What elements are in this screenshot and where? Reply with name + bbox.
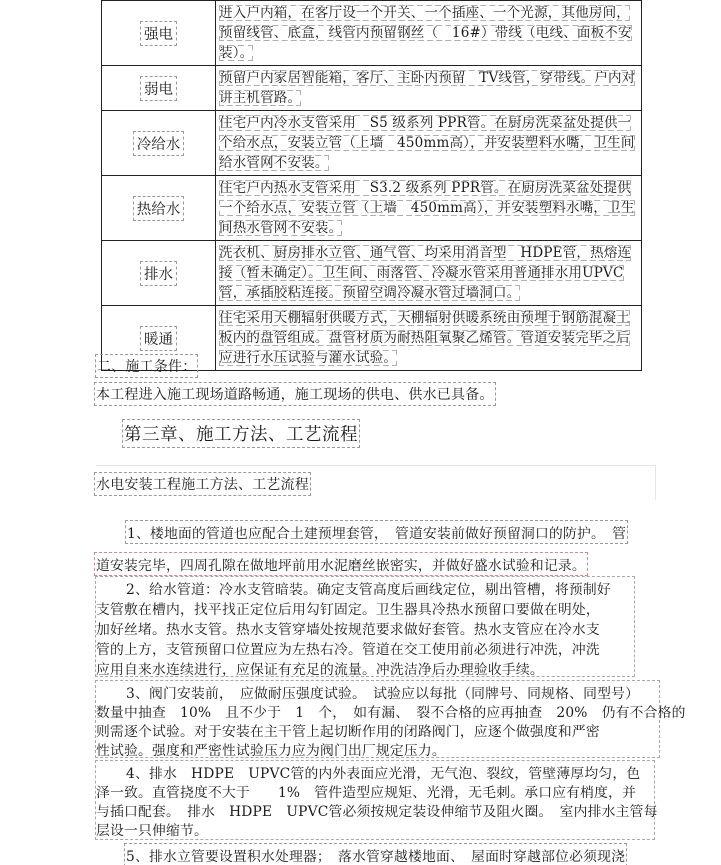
row-label: 暖通 bbox=[141, 327, 176, 350]
row-label-cell bbox=[102, 66, 216, 111]
row-content-cell bbox=[216, 111, 642, 176]
row-label-cell bbox=[102, 241, 216, 306]
table-row bbox=[102, 66, 642, 111]
chapter-subheading: 水电安装工程施工方法、工艺流程 bbox=[96, 474, 309, 494]
row-label-cell bbox=[102, 176, 216, 241]
section-body-conditions: 本工程进入施工现场道路畅通，施工现场的供电、供水已具备。 bbox=[96, 384, 494, 404]
table-row bbox=[102, 111, 642, 176]
row-content: 洗衣机、厨房排水立管、通气管、均采用消音型 HDPE管，热熔连接（暂未确定）。卫生间、雨落管、冷凝水管采用普通排水用UPVC管，承插胶粘连接。预留空调冷凝水管过墙洞口。 bbox=[219, 245, 632, 301]
row-content: 预留户内家居智能箱，客厅、主卧内预留 TV线管，穿带线。户内对讲主机管路。 bbox=[219, 70, 636, 106]
row-content-cell bbox=[216, 1, 642, 66]
row-label-cell bbox=[102, 1, 216, 66]
installation-spec-table bbox=[101, 0, 642, 371]
table-row bbox=[102, 176, 642, 241]
item-3-line: 数量中抽查 10% 且不少于 1 个， 如有漏、 裂不合格的应再抽查 20% 仍有不合格的 bbox=[96, 705, 686, 721]
section-heading-conditions: 二、施工条件： bbox=[97, 356, 196, 376]
item-2-line: 应用自来水连续进行，应保证有充足的流量。冲洗洁净后办理验收手续。 bbox=[96, 662, 544, 678]
item-1-line-2: 道安装完毕，四周孔隙在做地坪前用水泥磨丝嵌密实，并做好盛水试验和记录。 bbox=[96, 554, 586, 574]
row-content: 住宅户内热水支管采用 S3.2 级系列 PPR管。在厨房洗菜盆处提供一个给水点，安装立管（上墙 450mm高），并安装塑料水嘴，卫生间热水管网不安装。 bbox=[219, 180, 635, 236]
row-content: 进入户内箱，在客厅设一个开关、一个插座、一个光源，其他房间，预留线管、底盒，线管内预留钢丝（ 16#）带线（电线、面板不安装）。 bbox=[219, 5, 632, 61]
item-3-line: 3、阀门安装前， 应做耐压强度试验。 试验应以每批（同牌号、同规格、同型号） bbox=[126, 686, 640, 702]
item-1-line-1: 1、楼地面的管道也应配合土建预埋套管， 管道安装前做好预留洞口的防护。 管 bbox=[127, 522, 626, 542]
item-4-line: 泽一致。直管挠度不大于 1% 管件造型应规矩、光滑，无毛刺。承口应有梢度，并 bbox=[96, 785, 637, 801]
row-content-cell bbox=[216, 176, 642, 241]
item-5-line-1: 5、排水立管要设置积水处理器； 落水管穿越楼地面、 屋面时穿越部位必须现浇 bbox=[126, 845, 625, 865]
item-2-line: 加好丝堵。热水支管。热水支管穿墙处按规范要求做好套管。热水支管应在冷水支 bbox=[96, 622, 600, 638]
item-4-line: 层设一只伸缩节。 bbox=[96, 823, 208, 839]
row-label-cell bbox=[102, 111, 216, 176]
table-row bbox=[102, 241, 642, 306]
row-label: 热给水 bbox=[134, 197, 184, 220]
row-label: 排水 bbox=[141, 262, 176, 285]
chapter-heading: 第三章、施工方法、工艺流程 bbox=[124, 421, 358, 446]
row-content: 住宅户内冷水支管采用 S5 级系列 PPR管。在厨房洗菜盆处提供一个给水点，安装立管（上墙 450mm高），并安装塑料水嘴，卫生间给水管网不安装。 bbox=[219, 115, 635, 171]
item-2-line: 2、给水管道：冷水支管暗装。确定支管高度后画线定位，剔出管槽，将预制好 bbox=[126, 582, 611, 598]
item-4-line: 与插口配套。 排水 HDPE UPVC管必须按规定装设伸缩节及阻火圈。 室内排水主管每 bbox=[96, 804, 658, 820]
item-2-line: 管的上方，支管预留口位置应为左热右冷。管道在交工使用前必须进行冲洗，冲洗 bbox=[96, 642, 600, 658]
item-3-line: 性试验。强度和严密性试验压力应为阀门出厂规定压力。 bbox=[96, 743, 446, 759]
row-content-cell bbox=[216, 306, 642, 371]
row-content-cell bbox=[216, 66, 642, 111]
row-content-cell bbox=[216, 241, 642, 306]
item-3-line: 则需逐个试验。对于安装在主干管上起切断作用的闭路阀门，应逐个做强度和严密 bbox=[96, 724, 600, 740]
row-content: 住宅采用天棚辐射供暖方式，天棚辐射供暖系统由预埋于钢筋混凝土板内的盘管组成。盘管材质为耐热阻氧聚乙烯管。管道安装完毕之后应进行水压试验与灌水试验。 bbox=[219, 310, 630, 366]
table-row bbox=[102, 1, 642, 66]
row-label: 冷给水 bbox=[134, 132, 184, 155]
row-label: 强电 bbox=[141, 22, 176, 45]
row-label: 弱电 bbox=[141, 77, 176, 100]
item-2-line: 支管敷在槽内，找平找正定位后用勾钉固定。卫生器具冷热水预留口要做在明处， bbox=[96, 602, 600, 618]
item-4-line: 4、排水 HDPE UPVC管的内外表面应光滑，无气泡、裂纹，管壁薄厚均匀，色 bbox=[126, 766, 641, 782]
